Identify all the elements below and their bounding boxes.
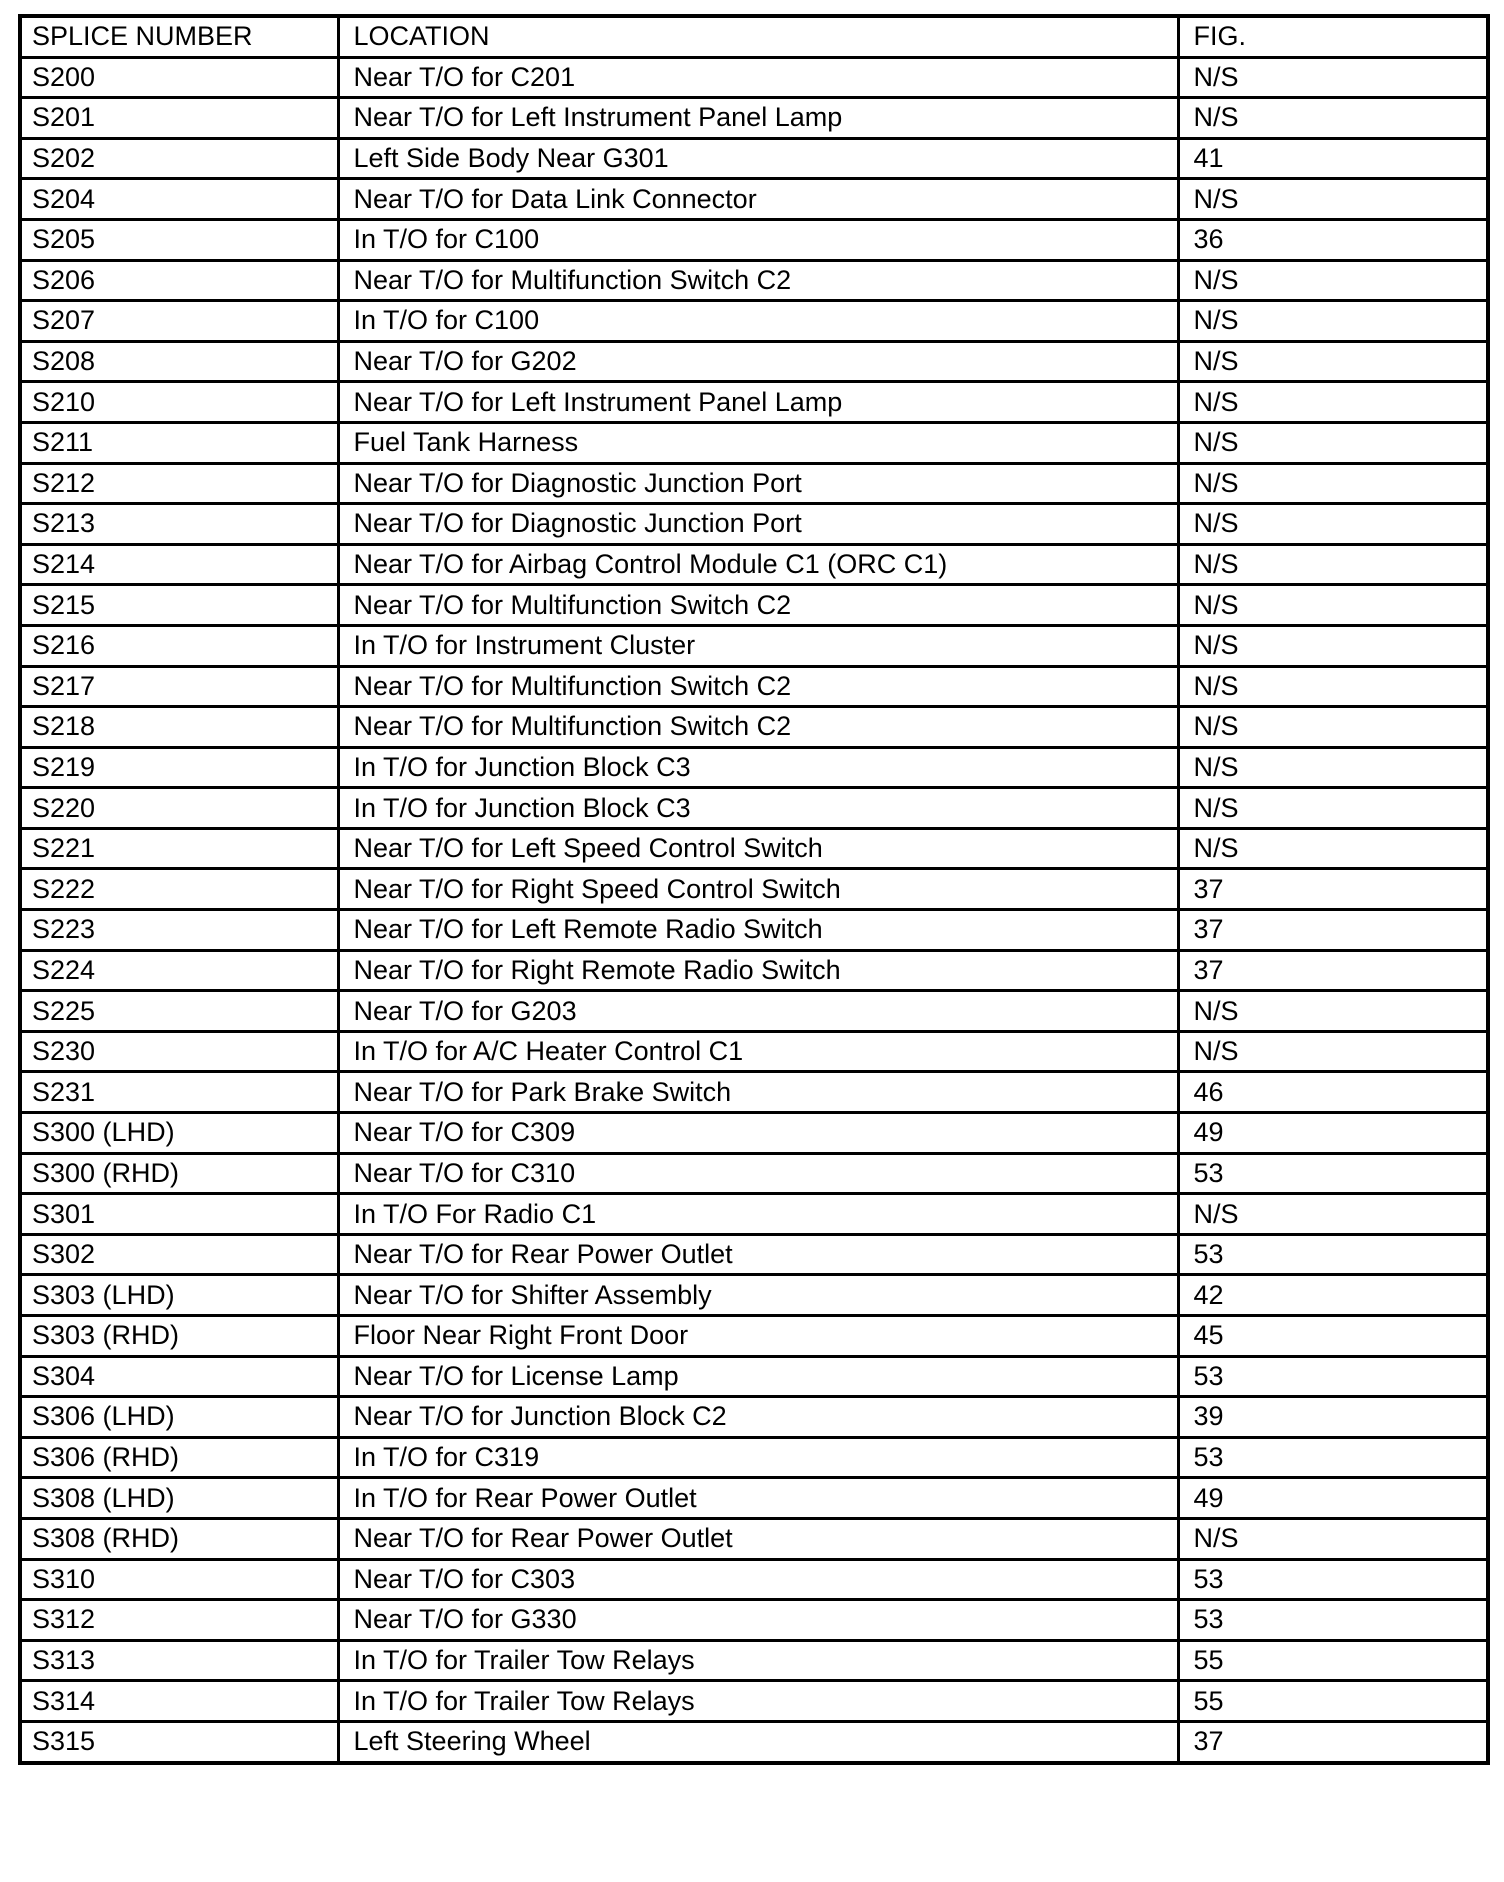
splice-number-cell: S221	[20, 828, 338, 869]
location-cell: Fuel Tank Harness	[338, 422, 1178, 463]
location-cell: Near T/O for Left Remote Radio Switch	[338, 910, 1178, 951]
fig-cell: 53	[1178, 1234, 1488, 1275]
splice-number-cell: S304	[20, 1356, 338, 1397]
fig-cell: 49	[1178, 1478, 1488, 1519]
fig-cell: N/S	[1178, 1194, 1488, 1235]
location-cell: In T/O for C100	[338, 219, 1178, 260]
splice-number-cell: S211	[20, 422, 338, 463]
table-row	[20, 504, 1488, 545]
fig-cell: 53	[1178, 1600, 1488, 1641]
location-cell: Near T/O for Data Link Connector	[338, 179, 1178, 220]
location-cell: Left Side Body Near G301	[338, 138, 1178, 179]
table-row	[20, 1397, 1488, 1438]
fig-cell: 45	[1178, 1316, 1488, 1357]
fig-cell: N/S	[1178, 463, 1488, 504]
splice-number-cell: S302	[20, 1234, 338, 1275]
fig-cell: 37	[1178, 950, 1488, 991]
table-row	[20, 910, 1488, 951]
table-row	[20, 1600, 1488, 1641]
splice-number-cell: S204	[20, 179, 338, 220]
table-row	[20, 1559, 1488, 1600]
splice-number-cell: S217	[20, 666, 338, 707]
location-cell: Near T/O for Diagnostic Junction Port	[338, 504, 1178, 545]
location-cell: Near T/O for Multifunction Switch C2	[338, 585, 1178, 626]
table-row	[20, 1072, 1488, 1113]
splice-number-cell: S312	[20, 1600, 338, 1641]
table-row	[20, 950, 1488, 991]
fig-cell: 37	[1178, 869, 1488, 910]
splice-number-cell: S306 (LHD)	[20, 1397, 338, 1438]
fig-cell: N/S	[1178, 666, 1488, 707]
splice-number-cell: S205	[20, 219, 338, 260]
table-row	[20, 1316, 1488, 1357]
location-cell: Near T/O for Left Instrument Panel Lamp	[338, 98, 1178, 139]
splice-number-cell: S301	[20, 1194, 338, 1235]
splice-number-cell: S206	[20, 260, 338, 301]
table-row	[20, 544, 1488, 585]
location-cell: In T/O for C100	[338, 301, 1178, 342]
fig-cell: N/S	[1178, 1518, 1488, 1559]
column-header-fig: FIG.	[1178, 16, 1488, 57]
splice-number-cell: S231	[20, 1072, 338, 1113]
table-row	[20, 666, 1488, 707]
location-cell: In T/O for Rear Power Outlet	[338, 1478, 1178, 1519]
table-row	[20, 1194, 1488, 1235]
table-row	[20, 1640, 1488, 1681]
splice-number-cell: S310	[20, 1559, 338, 1600]
splice-location-sheet	[18, 14, 1486, 1765]
splice-number-cell: S213	[20, 504, 338, 545]
splice-number-cell: S212	[20, 463, 338, 504]
location-cell: Near T/O for Park Brake Switch	[338, 1072, 1178, 1113]
splice-number-cell: S300 (RHD)	[20, 1153, 338, 1194]
location-cell: Floor Near Right Front Door	[338, 1316, 1178, 1357]
table-row	[20, 341, 1488, 382]
fig-cell: N/S	[1178, 341, 1488, 382]
fig-cell: 46	[1178, 1072, 1488, 1113]
fig-cell: 53	[1178, 1153, 1488, 1194]
fig-cell: 42	[1178, 1275, 1488, 1316]
splice-number-cell: S313	[20, 1640, 338, 1681]
table-header	[20, 16, 1488, 57]
table-row	[20, 179, 1488, 220]
splice-number-cell: S220	[20, 788, 338, 829]
header-row	[20, 16, 1488, 57]
fig-cell: 53	[1178, 1559, 1488, 1600]
location-cell: Near T/O for Right Remote Radio Switch	[338, 950, 1178, 991]
table-row	[20, 422, 1488, 463]
table-row	[20, 1681, 1488, 1722]
table-body	[20, 57, 1488, 1762]
location-cell: Near T/O for Right Speed Control Switch	[338, 869, 1178, 910]
table-row	[20, 585, 1488, 626]
fig-cell: N/S	[1178, 585, 1488, 626]
location-cell: In T/O for Junction Block C3	[338, 747, 1178, 788]
location-cell: Near T/O for Rear Power Outlet	[338, 1234, 1178, 1275]
location-cell: Near T/O for Airbag Control Module C1 (ORC C1)	[338, 544, 1178, 585]
table-row	[20, 1356, 1488, 1397]
table-row	[20, 707, 1488, 748]
table-row	[20, 1234, 1488, 1275]
splice-number-cell: S215	[20, 585, 338, 626]
location-cell: Near T/O for Diagnostic Junction Port	[338, 463, 1178, 504]
table-row	[20, 260, 1488, 301]
fig-cell: N/S	[1178, 625, 1488, 666]
fig-cell: N/S	[1178, 382, 1488, 423]
location-cell: Near T/O for C309	[338, 1113, 1178, 1154]
splice-number-cell: S210	[20, 382, 338, 423]
fig-cell: 55	[1178, 1640, 1488, 1681]
fig-cell: N/S	[1178, 828, 1488, 869]
fig-cell: N/S	[1178, 422, 1488, 463]
splice-number-cell: S207	[20, 301, 338, 342]
location-cell: Near T/O for Rear Power Outlet	[338, 1518, 1178, 1559]
splice-number-cell: S315	[20, 1721, 338, 1762]
splice-number-cell: S303 (RHD)	[20, 1316, 338, 1357]
fig-cell: N/S	[1178, 1031, 1488, 1072]
splice-number-cell: S208	[20, 341, 338, 382]
fig-cell: 41	[1178, 138, 1488, 179]
fig-cell: 36	[1178, 219, 1488, 260]
location-cell: Near T/O for Shifter Assembly	[338, 1275, 1178, 1316]
location-cell: Near T/O for Multifunction Switch C2	[338, 666, 1178, 707]
splice-number-cell: S219	[20, 747, 338, 788]
splice-number-cell: S308 (RHD)	[20, 1518, 338, 1559]
column-header-splice-number: SPLICE NUMBER	[20, 16, 338, 57]
location-cell: Near T/O for License Lamp	[338, 1356, 1178, 1397]
location-cell: Near T/O for Multifunction Switch C2	[338, 260, 1178, 301]
table-row	[20, 1153, 1488, 1194]
fig-cell: 53	[1178, 1437, 1488, 1478]
fig-cell: 37	[1178, 910, 1488, 951]
location-cell: Near T/O for Multifunction Switch C2	[338, 707, 1178, 748]
location-cell: In T/O For Radio C1	[338, 1194, 1178, 1235]
fig-cell: N/S	[1178, 707, 1488, 748]
fig-cell: 55	[1178, 1681, 1488, 1722]
fig-cell: 39	[1178, 1397, 1488, 1438]
fig-cell: 53	[1178, 1356, 1488, 1397]
table-row	[20, 382, 1488, 423]
location-cell: Near T/O for Left Speed Control Switch	[338, 828, 1178, 869]
table-row	[20, 1031, 1488, 1072]
fig-cell: N/S	[1178, 747, 1488, 788]
splice-number-cell: S303 (LHD)	[20, 1275, 338, 1316]
fig-cell: N/S	[1178, 788, 1488, 829]
splice-number-cell: S202	[20, 138, 338, 179]
table-row	[20, 1518, 1488, 1559]
location-cell: In T/O for Instrument Cluster	[338, 625, 1178, 666]
fig-cell: N/S	[1178, 301, 1488, 342]
table-row	[20, 301, 1488, 342]
splice-number-cell: S314	[20, 1681, 338, 1722]
splice-number-cell: S218	[20, 707, 338, 748]
splice-number-cell: S308 (LHD)	[20, 1478, 338, 1519]
table-row	[20, 1275, 1488, 1316]
splice-number-cell: S230	[20, 1031, 338, 1072]
location-cell: Near T/O for C310	[338, 1153, 1178, 1194]
splice-number-cell: S216	[20, 625, 338, 666]
table-row	[20, 1113, 1488, 1154]
fig-cell: N/S	[1178, 179, 1488, 220]
fig-cell: 49	[1178, 1113, 1488, 1154]
location-cell: Near T/O for Junction Block C2	[338, 1397, 1178, 1438]
fig-cell: N/S	[1178, 544, 1488, 585]
table-row	[20, 788, 1488, 829]
location-cell: In T/O for Junction Block C3	[338, 788, 1178, 829]
splice-location-table	[18, 14, 1490, 1765]
table-row	[20, 219, 1488, 260]
location-cell: In T/O for C319	[338, 1437, 1178, 1478]
table-row	[20, 991, 1488, 1032]
splice-number-cell: S200	[20, 57, 338, 98]
location-cell: Left Steering Wheel	[338, 1721, 1178, 1762]
table-row	[20, 1478, 1488, 1519]
fig-cell: N/S	[1178, 57, 1488, 98]
splice-number-cell: S222	[20, 869, 338, 910]
location-cell: In T/O for A/C Heater Control C1	[338, 1031, 1178, 1072]
location-cell: Near T/O for G330	[338, 1600, 1178, 1641]
splice-number-cell: S225	[20, 991, 338, 1032]
splice-number-cell: S300 (LHD)	[20, 1113, 338, 1154]
location-cell: In T/O for Trailer Tow Relays	[338, 1640, 1178, 1681]
location-cell: Near T/O for C201	[338, 57, 1178, 98]
fig-cell: 37	[1178, 1721, 1488, 1762]
fig-cell: N/S	[1178, 260, 1488, 301]
table-row	[20, 138, 1488, 179]
splice-number-cell: S306 (RHD)	[20, 1437, 338, 1478]
table-row	[20, 463, 1488, 504]
table-row	[20, 98, 1488, 139]
location-cell: Near T/O for C303	[338, 1559, 1178, 1600]
splice-number-cell: S224	[20, 950, 338, 991]
splice-number-cell: S214	[20, 544, 338, 585]
location-cell: Near T/O for G202	[338, 341, 1178, 382]
table-row	[20, 828, 1488, 869]
column-header-location: LOCATION	[338, 16, 1178, 57]
table-row	[20, 1437, 1488, 1478]
splice-number-cell: S223	[20, 910, 338, 951]
table-row	[20, 747, 1488, 788]
table-row	[20, 869, 1488, 910]
table-row	[20, 625, 1488, 666]
splice-number-cell: S201	[20, 98, 338, 139]
table-row	[20, 57, 1488, 98]
fig-cell: N/S	[1178, 98, 1488, 139]
fig-cell: N/S	[1178, 504, 1488, 545]
table-row	[20, 1721, 1488, 1762]
location-cell: Near T/O for Left Instrument Panel Lamp	[338, 382, 1178, 423]
fig-cell: N/S	[1178, 991, 1488, 1032]
location-cell: Near T/O for G203	[338, 991, 1178, 1032]
location-cell: In T/O for Trailer Tow Relays	[338, 1681, 1178, 1722]
